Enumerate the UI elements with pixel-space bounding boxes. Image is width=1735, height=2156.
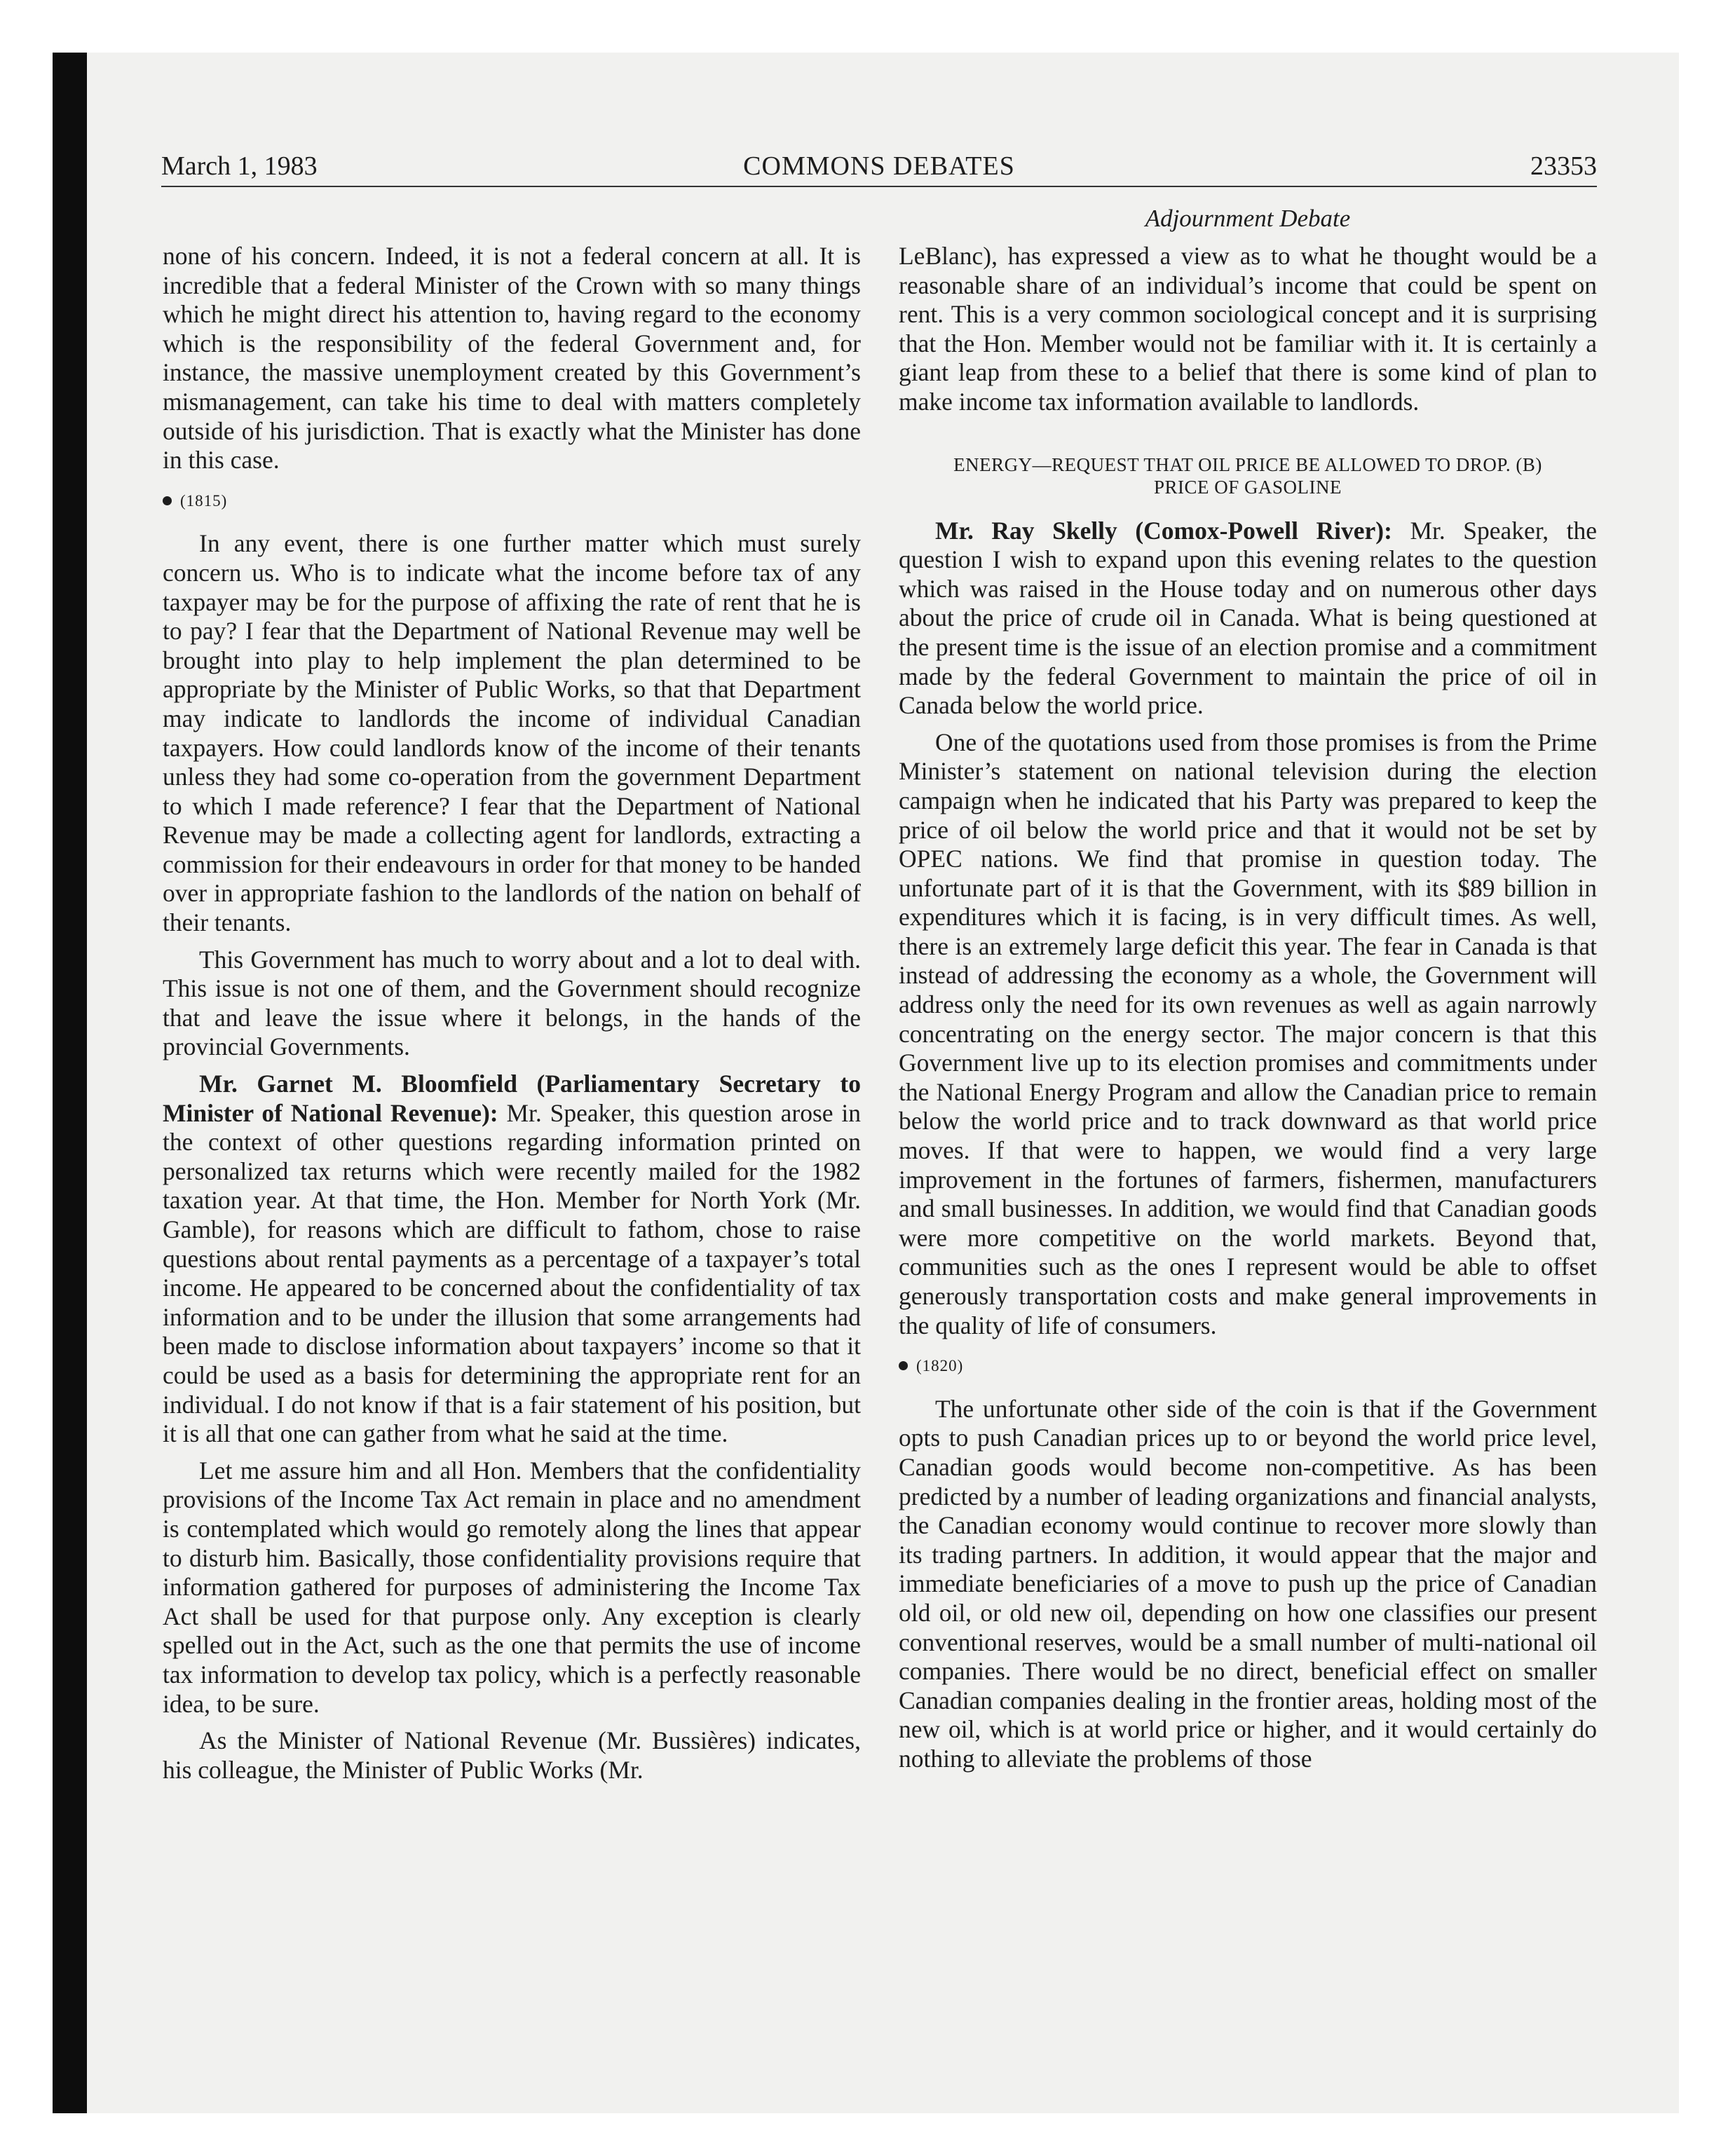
time-marker-label: (1815) [180, 491, 228, 510]
binding-edge [53, 53, 87, 2113]
paragraph: One of the quotations used from those promises is from the Prime Minister’s statement on national television during the election campaign when he indicated that his Party was prepared to keep the price of oil below the world price and that it would not be set by OPEC nations. We find that promise in question today. The unfortunate part of it is that the Government, with its $89 billion in expenditures which it is facing, is in very difficult times. As well, there is an extremely large deficit this year. The fear in Canada is that instead of addressing the economy as a whole, the Government will address only the need for its own revenues as well as again narrowly concentrating on the energy sector. The major concern is that this Government live up to its election promises and commitments under the National Energy Program and allow the Canadian price to remain below the world price and to track downward as that world price moves. If that were to happen, we would find a very large improvement in the fortunes of farmers, fishermen, manufacturers and small businesses. In addition, we would find that Canadian goods were more competitive on the world markets. Beyond that, communities such as the ones I represent would be able to offset generously transportation costs and make general improvements in the quality of life of consumers. [899, 728, 1597, 1339]
speech-text: Mr. Speaker, this question arose in the context of other questions regarding information printed on personalized tax returns which were recently mailed for the 1982 taxation year. At that time, the Hon. Member for North York (Mr. Gamble), for reasons which are difficult to fathom, chose to raise questions about rental payments as a percentage of a taxpayer’s total income. He appeared to be concerned about the confidentiality of tax information and to be under the illusion that some arrangements had been made to disclose information about taxpayers’ income so that it could be used as a basis for determining the appropriate rent for an individual. I do not know if that is a fair statement of his position, but it is all that one can gather from what he said at the time. [163, 1098, 861, 1448]
debate-heading [899, 453, 1597, 498]
paragraph: The unfortunate other side of the coin is that if the Government opts to push Canadian prices up to or beyond the world price level, Canadian goods would become non-competitive. As has been predicted by a number of leading organizations and financial analysts, the Canadian economy would continue to recover more slowly than its trading partners. In addition, it would appear that the major and immediate beneficiaries of a move to push up the price of Canadian old oil, or old new oil, depending on how one classifies our present conventional reserves, would be a small number of multi-national oil companies. There would be no direct, beneficial effect on smaller Canadian companies dealing in the frontier areas, holding most of the new oil, which is at world price or higher, and it would certainly do nothing to alleviate the problems of those [899, 1394, 1597, 1773]
heading-line-2: PRICE OF GASOLINE [1153, 476, 1342, 498]
paragraph: none of his concern. Indeed, it is not a federal concern at all. It is incredible that a federal Minister of the Crown with so many things which he might direct his attention to, having regard to the economy which is the responsibility of the federal Government and, for instance, the massive unemployment created by this Government’s mismanagement, can take his time to deal with matters completely outside of his jurisdiction. That is exactly what the Minister has done in this case. [163, 242, 861, 475]
time-marker-label: (1820) [916, 1357, 964, 1375]
section-title: Adjournment Debate [1145, 205, 1351, 232]
time-marker [163, 486, 861, 516]
bullet-icon [899, 1361, 908, 1370]
speech-text: Mr. Speaker, the question I wish to expand upon this evening relates to the question which was raised in the House today and on numerous other days about the price of crude oil in Canada. What is being questioned at the present time is the issue of an election promise and a commitment made by the federal Government to maintain the price of oil in Canada below the world price. [899, 516, 1597, 720]
speaker-name: Mr. Ray Skelly (Comox-Powell River): [935, 516, 1392, 545]
page-header [161, 151, 1597, 187]
heading-line-1: ENERGY—REQUEST THAT OIL PRICE BE ALLOWED TO DROP. (B) [953, 453, 1542, 475]
paragraph: LeBlanc), has expressed a view as to what he thought would be a reasonable share of an individual’s income that could be spent on rent. This is a very common sociological concept and it is surprising that the Hon. Member would not be familiar with it. It is certainly a giant leap from these to a belief that there is some kind of plan to make income tax information available to landlords. [899, 242, 1597, 416]
bullet-icon [163, 496, 172, 505]
left-column [163, 242, 861, 1792]
paragraph: In any event, there is one further matter which must surely concern us. Who is to indicate what the income before tax of any taxpayer may be for the purpose of affixing the rate of rent that he is to pay? I fear that the Department of National Revenue may well be brought into play to help implement the plan determined to be appropriate by the Minister of Public Works, so that that Department may indicate to landlords the income of individual Canadian taxpayers. How could landlords know of the income of their tenants unless they had some co-operation from the government Department to which I made reference? I fear that the Department of National Revenue may be made a collecting agent for landlords, extracting a commission for their endeavours in order for that money to be handed over in appropriate fashion to the landlords of the nation on behalf of their tenants. [163, 529, 861, 937]
time-marker [899, 1351, 1597, 1381]
page-number: 23353 [1530, 151, 1597, 181]
header-title: COMMONS DEBATES [743, 151, 1015, 181]
paragraph: Let me assure him and all Hon. Members that the confidentiality provisions of the Income Tax Act remain in place and no amendment is contemplated which would go remotely along the lines that appear to disturb him. Basically, those confidentiality provisions require that information gathered for purposes of administering the Income Tax Act shall be used for that purpose only. Any exception is clearly spelled out in the Act, such as the one that permits the use of income tax information to develop tax policy, which is a perfectly reasonable idea, to be sure. [163, 1456, 861, 1718]
paragraph: This Government has much to worry about and a lot to deal with. This issue is not one of them, and the Government should recognize that and leave the issue where it belongs, in the hands of the provincial Governments. [163, 945, 861, 1061]
header-date: March 1, 1983 [161, 151, 318, 181]
speech-paragraph [163, 1070, 861, 1449]
paragraph: As the Minister of National Revenue (Mr. Bussières) indicates, his colleague, the Minister of Public Works (Mr. [163, 1726, 861, 1784]
right-column [899, 242, 1597, 1782]
speaker-name: Mr. Garnet M. Bloomfield (Parliamentary Secretary to Minister of National Revenue): [163, 1070, 861, 1127]
speech-paragraph [899, 517, 1597, 721]
